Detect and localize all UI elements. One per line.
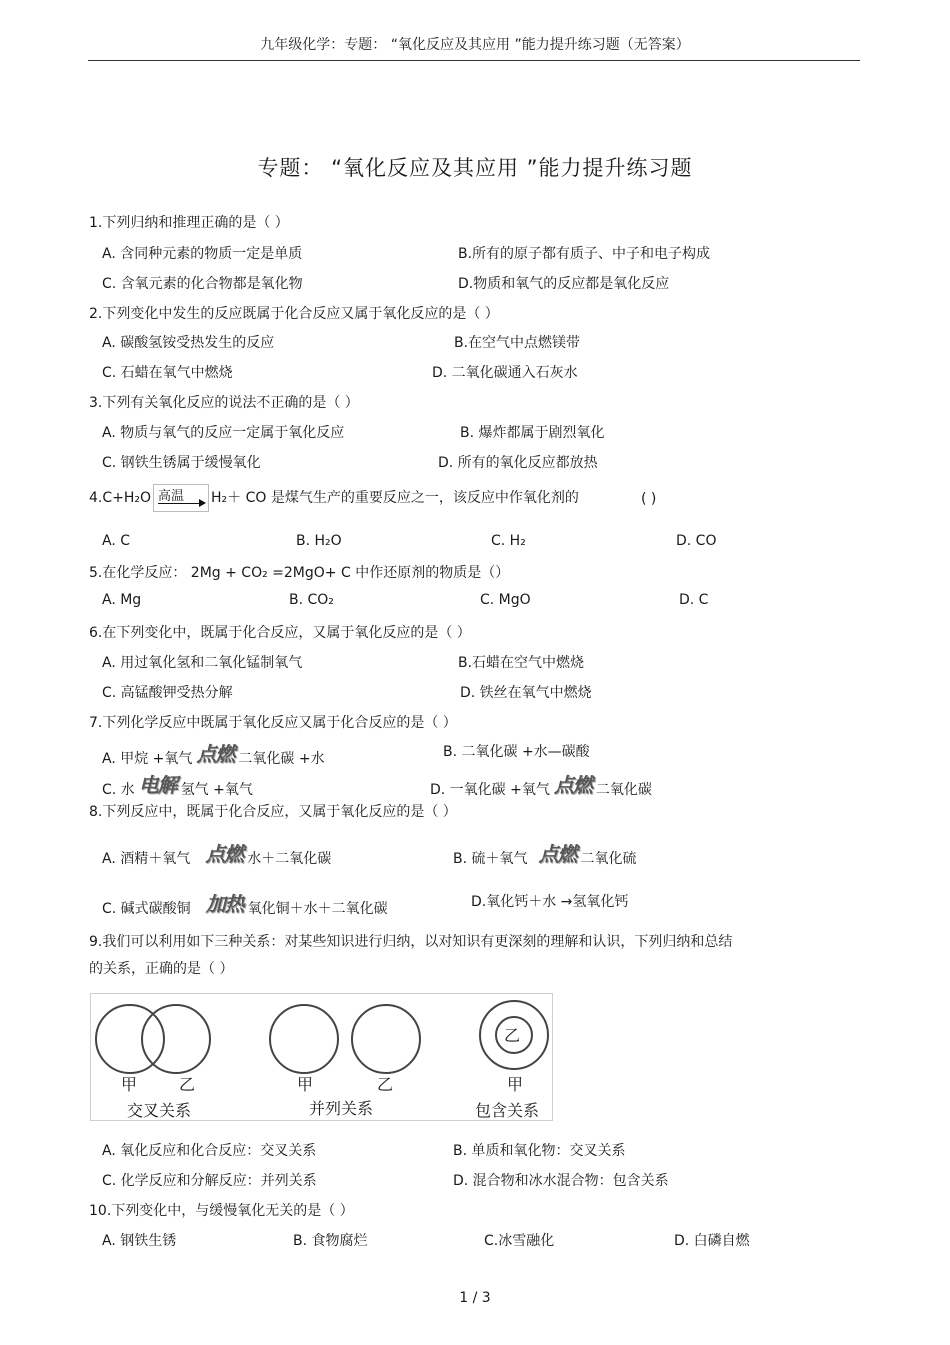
question-4-answer-paren: ( ) (641, 491, 657, 507)
question-5-option-d: D. C (679, 592, 709, 608)
question-2-option-b: B.在空气中点燃镁带 (454, 335, 581, 351)
question-8-stem: 8.下列反应中，既属于化合反应，又属于氧化反应的是（ ） (89, 804, 457, 820)
set-label-jia: 甲 (507, 1075, 524, 1094)
question-4-option-a: A. C (102, 533, 131, 549)
set-label-yi: 乙 (377, 1075, 394, 1094)
question-8-option-b: B. 硫＋氧气 点燃 二氧化硫 (453, 840, 637, 869)
set-circle (351, 1004, 421, 1074)
question-2-option-d: D. 二氧化碳通入石灰水 (432, 365, 578, 381)
question-10-option-a: A. 钢铁生锈 (102, 1233, 177, 1249)
set-label-jia: 甲 (121, 1075, 138, 1094)
question-6-option-a: A. 用过氧化氢和二氧化锰制氧气 (102, 655, 303, 671)
condition-mark-ignite: 点燃 (205, 842, 244, 866)
set-label-jia: 甲 (297, 1075, 314, 1094)
question-3-stem: 3.下列有关氧化反应的说法不正确的是（ ） (89, 395, 359, 411)
question-7-option-d: D. 一氧化碳 +氧气 点燃 二氧化碳 (430, 771, 652, 800)
reaction-arrow (153, 484, 209, 512)
question-5-option-a: A. Mg (102, 592, 142, 608)
question-7-stem: 7.下列化学反应中既属于氧化反应又属于化合反应的是（ ） (89, 715, 457, 731)
question-9-option-a: A. 氧化反应和化合反应：交叉关系 (102, 1143, 317, 1159)
question-2-option-a: A. 碳酸氢铵受热发生的反应 (102, 335, 275, 351)
question-7-option-b: B. 二氧化碳 +水—碳酸 (443, 744, 590, 760)
question-3-option-a: A. 物质与氧气的反应一定属于氧化反应 (102, 425, 345, 441)
running-header: 九年级化学：专题： “氧化反应及其应用 ”能力提升练习题（无答案） (260, 37, 690, 53)
question-6-option-d: D. 铁丝在氧气中燃烧 (460, 685, 592, 701)
question-1-option-d: D.物质和氧气的反应都是氧化反应 (458, 276, 670, 292)
question-4-stem (89, 484, 579, 512)
arrow-head-icon (199, 499, 206, 507)
page-number: 1 / 3 (459, 1290, 491, 1306)
question-1-stem: 1.下列归纳和推理正确的是（ ） (89, 215, 289, 231)
question-4-stem-products: H₂＋ CO 是煤气生产的重要反应之一，该反应中作氧化剂的 (211, 490, 579, 506)
question-7-option-a: A. 甲烷 +氧气 点燃 二氧化碳 +水 (102, 740, 325, 769)
question-2-stem: 2.下列变化中发生的反应既属于化合反应又属于氧化反应的是（ ） (89, 306, 499, 322)
question-9-option-d: D. 混合物和冰水混合物：包含关系 (453, 1173, 669, 1189)
question-9-option-b: B. 单质和氧化物：交叉关系 (453, 1143, 626, 1159)
caption-intersect: 交叉关系 (127, 1101, 192, 1120)
caption-parallel: 并列关系 (309, 1099, 374, 1118)
question-10-stem: 10.下列变化中，与缓慢氧化无关的是（ ） (89, 1203, 354, 1219)
reaction-condition-label: 高温 (158, 489, 185, 504)
question-4-stem-reactants: 4.C+H₂O (89, 490, 152, 506)
question-4-option-c: C. H₂ (491, 533, 526, 549)
question-3-option-c: C. 钢铁生锈属于缓慢氧化 (102, 455, 261, 471)
question-8-option-a: A. 酒精＋氧气 点燃 水＋二氧化碳 (102, 840, 331, 869)
question-10-option-c: C.冰雪融化 (484, 1233, 555, 1249)
header-rule (88, 60, 860, 61)
document-title: 专题： “氧化反应及其应用 ”能力提升练习题 (257, 156, 693, 180)
question-3-option-b: B. 爆炸都属于剧烈氧化 (460, 425, 605, 441)
condition-mark-ignite: 点燃 (553, 773, 592, 797)
set-circle (141, 1004, 211, 1074)
question-8-option-d: D.氧化钙＋水 →氢氧化钙 (471, 894, 629, 910)
set-label-yi: 乙 (504, 1026, 521, 1045)
condition-mark-heat: 加热 (205, 892, 244, 916)
question-6-stem: 6.在下列变化中，既属于化合反应，又属于氧化反应的是（ ） (89, 625, 471, 641)
question-4-option-d: D. CO (676, 533, 717, 549)
question-7-option-c: C. 水 电解 氢气 +氧气 (102, 771, 253, 800)
relationship-diagram (90, 993, 553, 1121)
question-1-option-a: A. 含同种元素的物质一定是单质 (102, 246, 303, 262)
question-9-stem: 9.我们可以利用如下三种关系：对某些知识进行归纳，以对知识有更深刻的理解和认识，下列归纳和总结 (89, 934, 733, 950)
question-10-option-b: B. 食物腐烂 (293, 1233, 368, 1249)
question-6-option-b: B.石蜡在空气中燃烧 (458, 655, 585, 671)
set-circle (269, 1004, 339, 1074)
condition-mark-electrolysis: 电解 (138, 773, 177, 797)
question-9-option-c: C. 化学反应和分解反应：并列关系 (102, 1173, 317, 1189)
question-1-option-b: B.所有的原子都有质子、中子和电子构成 (458, 246, 711, 262)
question-10-option-d: D. 白磷自燃 (674, 1233, 750, 1249)
caption-contain: 包含关系 (475, 1101, 540, 1120)
condition-mark-ignite: 点燃 (538, 842, 577, 866)
question-8-option-c: C. 碱式碳酸铜 加热 氧化铜＋水＋二氧化碳 (102, 890, 388, 919)
question-5-option-c: C. MgO (480, 592, 531, 608)
question-6-option-c: C. 高锰酸钾受热分解 (102, 685, 233, 701)
question-5-option-b: B. CO₂ (289, 592, 334, 608)
question-4-option-b: B. H₂O (296, 533, 342, 549)
question-9-stem-line2: 的关系，正确的是（ ） (89, 961, 234, 977)
set-label-yi: 乙 (179, 1075, 196, 1094)
question-1-option-c: C. 含氧元素的化合物都是氧化物 (102, 276, 303, 292)
question-2-option-c: C. 石蜡在氧气中燃烧 (102, 365, 233, 381)
question-5-stem: 5.在化学反应： 2Mg + CO₂ =2MgO+ C 中作还原剂的物质是（） (89, 565, 510, 581)
question-3-option-d: D. 所有的氧化反应都放热 (438, 455, 598, 471)
condition-mark-ignite: 点燃 (196, 742, 235, 766)
